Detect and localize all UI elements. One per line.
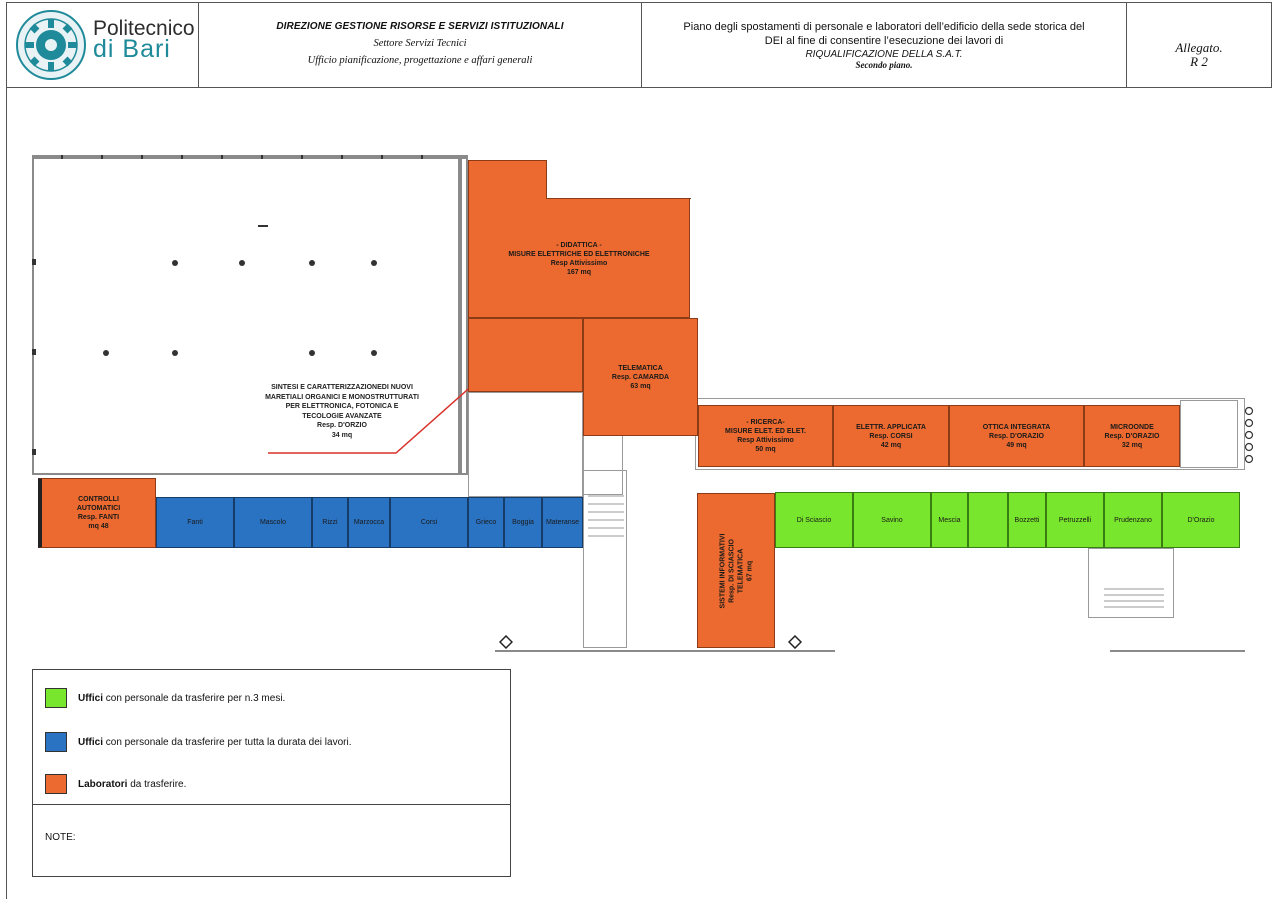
legend-orange-text: da trasferire. [127,778,187,790]
legend-blue-text: con personale da trasferire per tutta la durata dei lavori. [103,736,352,748]
attachment-cell [1127,3,1271,87]
sheet-left-border [6,88,7,899]
office-name: Boggia [512,519,534,526]
lab-microonde-area: 32 mq [1121,441,1143,449]
lab-microonde-name: MICROONDE [1110,423,1154,431]
politecnico-logo-seal-icon [15,9,87,81]
lab-elettronica-applicata [833,405,949,467]
lab-controlli-name-1: CONTROLLI [78,496,119,503]
lab-ricerca-subtitle: MISURE ELET. ED ELET. [725,428,806,435]
lab-ricerca-misure [698,405,833,467]
lab-ottica-name: OTTICA INTEGRATA [982,423,1051,431]
logo-wordmark [93,17,195,63]
attachment-label: Allegato. [1175,40,1223,55]
lab-sistemi-subtitle: TELEMATICA [737,548,744,593]
office-name: Rizzi [322,519,338,526]
office-green [1008,492,1046,548]
lab-didattica-name: - DIDATTICA - [556,242,602,249]
lab-microonde [1084,405,1180,467]
lab-elettr-resp: Resp. CORSI [869,432,913,440]
east-stair-block [1180,400,1238,468]
lab-didattica-resp: Resp Attivissimo [550,260,608,267]
lab-elettr-area: 42 mq [880,441,902,449]
office-green [968,492,1008,548]
service-core [468,392,583,497]
legend-green-bold: Uffici [78,692,103,704]
lab-didattica-subtitle: MISURE ELETTRICHE ED ELETTRONICHE [508,251,650,258]
office-green [1104,492,1162,548]
project-name: RIQUALIFICAZIONE DELLA S.A.T. [805,49,963,60]
office-green [775,492,853,548]
office-name: Grieco [475,519,497,526]
lab-sintesi-annotation [222,383,462,440]
floor-label: Secondo piano. [855,60,913,70]
lab-ottica-integrata [949,405,1084,467]
logo-line-2: di Bari [93,35,171,63]
south-facade-line [495,650,835,652]
plan-description: Piano degli spostamenti di personale e laboratori dell’edificio della sede storica del DEI al fine di consentire l’esecuzione dei lavori di [683,21,1085,47]
office-green [931,492,968,548]
office-blue [390,497,468,548]
office-blue [468,497,504,548]
office-name: Petruzzelli [1058,516,1092,524]
annotation-line: PER ELETTRONICA, FOTONICA E [285,403,399,410]
legend-blue-bold: Uffici [78,736,103,748]
office-name: Bozzetti [1014,516,1040,524]
legend-item-green [45,688,285,708]
lab-telematica-area: 63 mq [630,382,651,390]
legend-green-text: con personale da trasferire per n.3 mesi. [103,692,286,704]
lab-ottica-area: 49 mq [1006,441,1027,449]
office-blue [156,497,234,548]
entrance-marker-icon [499,635,513,649]
legend-item-orange [45,774,186,794]
office-name: D'Orazio [1187,516,1215,524]
east-columns [1243,405,1255,465]
description-cell [642,3,1127,87]
annotation-resp: Resp. D'ORZIO [317,422,367,429]
office-green [1162,492,1240,548]
annotation-line: MARETIALI ORGANICI E MONOSTRUTTURATI [265,393,419,401]
office-blue [312,497,348,548]
lab-controlli-automatici [38,478,156,548]
legend-divider [33,804,510,805]
lab-controlli-area: mq 48 [88,523,109,530]
green-swatch [45,688,67,708]
south-stair-steps [1104,585,1164,615]
lab-microonde-resp: Resp. D'ORAZIO [1104,432,1160,440]
office-name: Materanse [545,519,580,526]
notch-white [546,160,691,199]
office-blue [348,497,390,548]
office-name: Corsi [420,519,438,526]
office-name: Mescia [938,516,961,524]
lab-controlli-resp: Resp. FANTI [77,514,120,521]
office-blue [234,497,312,548]
legend-item-blue [45,732,351,752]
lab-ottica-resp: Resp. D'ORAZIO [989,432,1044,440]
annotation-line: TECOLOGIE AVANZATE [302,412,382,420]
lab-ricerca-name: - RICERCA- [746,419,785,426]
office-name: Mascolo [259,519,287,526]
stair-steps [588,490,624,550]
lab-sistemi-resp: Resp. DI SCIASCIO [728,538,735,603]
lab-telematica-resp: Resp. CAMARDA [611,373,670,381]
office-name: Fanti [187,519,203,526]
department-cell [199,3,642,87]
lab-ricerca-resp: Resp Attivissimo [737,437,794,444]
entrance-marker-icon [788,635,802,649]
office-name: Di Sciascio [796,516,832,524]
title-block [6,2,1272,88]
office-green [853,492,931,548]
department-title: DIREZIONE GESTIONE RISORSE E SERVIZI ISTITUZIONALI [276,21,564,32]
legend-box [32,669,511,877]
office-blue [504,497,542,548]
logo-cell [7,3,199,87]
lab-didattica-area: 167 mq [566,269,592,276]
annotation-line: SINTESI E CARATTERIZZAZIONEDI NUOVI [271,384,413,391]
lab-sistemi-name: SISTEMI INFORMATIVI [719,533,726,608]
lab-sintesi-small [468,318,583,392]
legend-orange-bold: Laboratori [78,778,128,790]
office-blue [542,497,583,548]
south-east-facade-line [1110,650,1245,652]
lab-telematica [583,318,698,436]
orange-swatch [45,774,67,794]
office-name: Prudenzano [1114,516,1152,524]
attachment-code: R 2 [1190,54,1208,69]
department-sector: Settore Servizi Tecnici [373,38,467,49]
department-office: Ufficio pianificazione, progettazione e affari generali [307,55,533,66]
office-name: Marzocca [353,519,385,526]
lab-ricerca-area: 50 mq [755,446,776,453]
lab-telematica-name: TELEMATICA [618,364,663,372]
office-green [1046,492,1104,548]
office-name: Savino [881,516,903,524]
annotation-area: 34 mq [331,431,353,439]
lab-sistemi-area: 67 mq [746,560,753,581]
logo-line-1: Politecnico [93,17,195,40]
lab-elettr-name: ELETTR. APPLICATA [856,423,926,431]
lab-controlli-name-2: AUTOMATICI [76,505,121,512]
notes-label: NOTE: [45,832,76,843]
lab-sistemi-informativi [697,493,775,648]
blue-swatch [45,732,67,752]
